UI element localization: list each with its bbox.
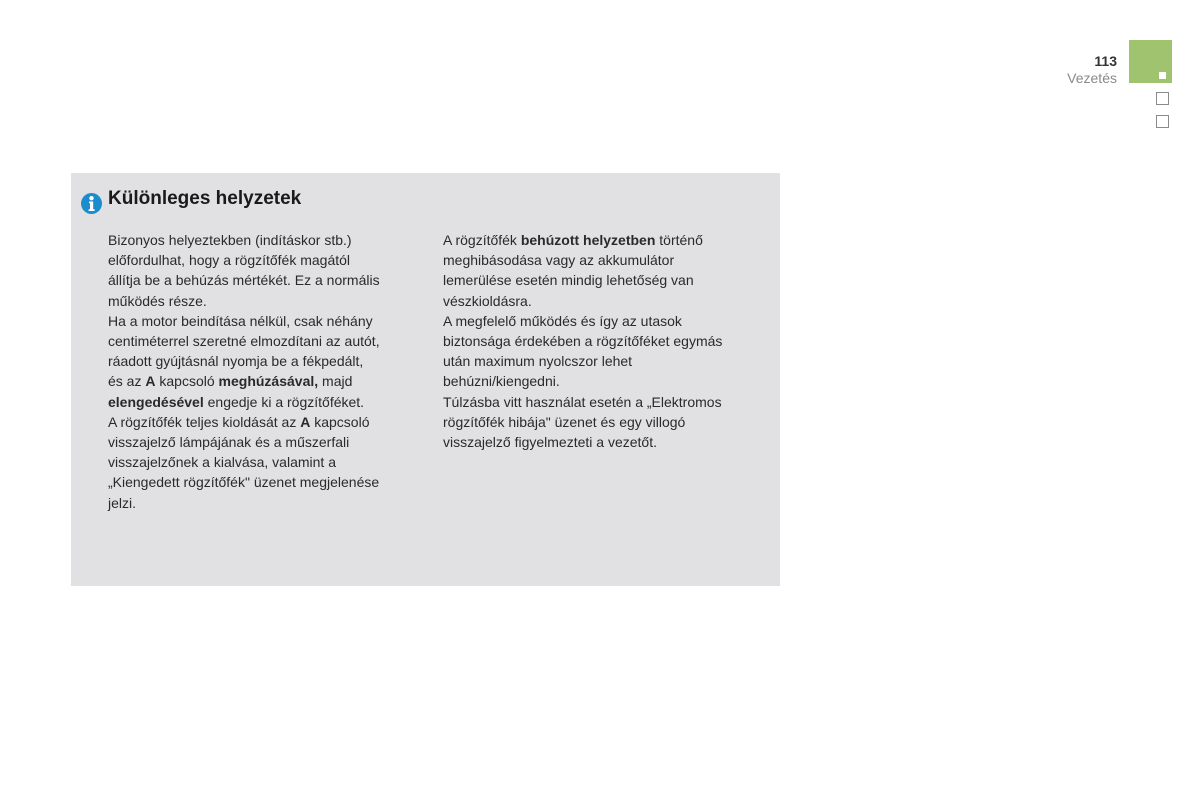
body-text: engedje ki a rögzítőféket. xyxy=(203,393,365,410)
body-text: visszajelző lámpájának és a műszerfali xyxy=(108,434,350,451)
active-section-marker xyxy=(1159,72,1166,79)
body-text: előfordulhat, hogy a rögzítőfék magától xyxy=(108,252,351,269)
text-line xyxy=(108,493,428,513)
body-text: jelzi. xyxy=(108,494,137,511)
text-line xyxy=(108,331,428,351)
left-text-column xyxy=(108,230,428,513)
body-text: lemerülése esetén mindig lehetőség van xyxy=(443,272,694,289)
text-line xyxy=(443,291,773,311)
section-marker-box xyxy=(1156,115,1169,128)
text-line xyxy=(443,311,773,331)
body-text: ráadott gyújtásnál nyomja be a fékpedált, xyxy=(108,353,364,370)
body-text: Bizonyos helyeztekben (indításkor stb.) xyxy=(108,232,352,248)
text-line xyxy=(108,452,428,472)
bold-text: elengedésével xyxy=(108,393,204,410)
page-number: 113 xyxy=(1094,53,1117,69)
body-text: „Kiengedett rögzítőfék" üzenet megjelenése xyxy=(108,474,380,491)
body-text: rögzítőfék hibája" üzenet és egy villogó xyxy=(443,413,686,430)
right-text-column xyxy=(443,230,773,452)
body-text: centiméterrel szeretné elmozdítani az autót, xyxy=(108,333,380,350)
section-name: Vezetés xyxy=(1067,70,1117,86)
body-text: kapcsoló xyxy=(155,373,219,390)
text-line xyxy=(108,351,428,371)
text-line xyxy=(443,250,773,270)
body-text: történő xyxy=(655,232,703,248)
text-line xyxy=(108,291,428,311)
body-text: meghibásodása vagy az akkumulátor xyxy=(443,252,675,269)
text-line xyxy=(443,230,773,250)
body-text: állítja be a behúzás mértékét. Ez a normális xyxy=(108,272,380,289)
text-line xyxy=(108,392,428,412)
section-marker-box xyxy=(1156,92,1169,105)
text-line xyxy=(443,432,773,452)
body-text: visszajelzőnek a kialvása, valamint a xyxy=(108,454,336,471)
body-text: behúzni/kiengedni. xyxy=(443,373,560,390)
body-text: után maximum nyolcszor lehet xyxy=(443,353,633,370)
text-line xyxy=(108,412,428,432)
body-text: biztonsága érdekében a rögzítőféket egymás xyxy=(443,333,723,350)
panel-title: Különleges helyzetek xyxy=(108,188,302,209)
text-line xyxy=(108,250,428,270)
text-line xyxy=(443,412,773,432)
text-line xyxy=(443,371,773,391)
text-line xyxy=(108,472,428,492)
text-line xyxy=(108,311,428,331)
body-text: visszajelző figyelmezteti a vezetőt. xyxy=(443,434,657,451)
text-line xyxy=(108,432,428,452)
text-line xyxy=(108,371,428,391)
body-text: majd xyxy=(318,373,353,390)
info-icon xyxy=(81,193,102,214)
body-text: Ha a motor beindítása nélkül, csak néhány xyxy=(108,312,373,329)
body-text: A rögzítőfék xyxy=(443,232,521,248)
text-line xyxy=(108,270,428,290)
body-text: Túlzásba vitt használat esetén a „Elektromos xyxy=(443,393,722,410)
body-text: vészkioldásra. xyxy=(443,292,532,309)
body-text: kapcsoló xyxy=(310,413,370,430)
body-text: és az xyxy=(108,373,146,390)
text-line xyxy=(443,270,773,290)
text-line xyxy=(443,392,773,412)
body-text: működés része. xyxy=(108,292,207,309)
bold-text: behúzott helyzetben xyxy=(520,232,656,248)
body-text: A rögzítőfék teljes kioldását az xyxy=(108,413,301,430)
bold-text: meghúzásával, xyxy=(218,373,319,390)
text-line xyxy=(443,351,773,371)
bold-text: A xyxy=(300,413,311,430)
bold-text: A xyxy=(145,373,156,390)
text-line xyxy=(108,230,428,250)
body-text: A megfelelő működés és így az utasok xyxy=(443,312,682,329)
text-line xyxy=(443,331,773,351)
